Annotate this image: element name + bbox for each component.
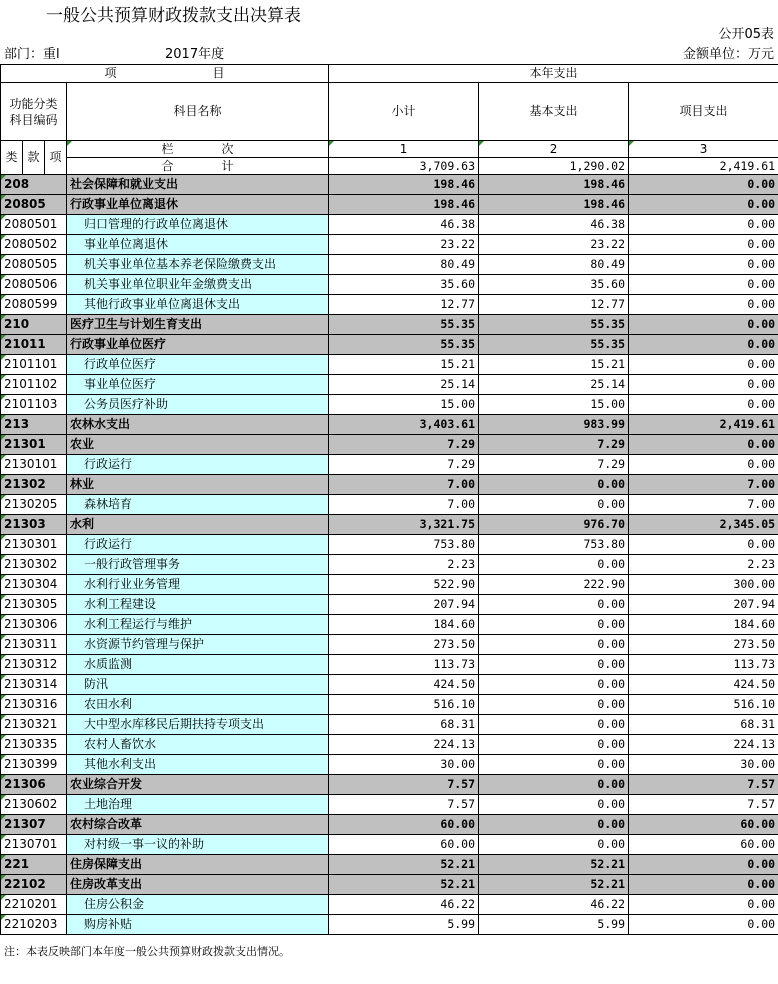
subject-name: 住房公积金 <box>67 895 329 915</box>
project-expenditure-value: 0.00 <box>629 275 778 295</box>
table-row <box>1 395 778 415</box>
table-row <box>1 875 778 895</box>
subtotal-value: 207.94 <box>329 595 479 615</box>
project-expenditure-value: 300.00 <box>629 575 778 595</box>
table-row <box>1 695 778 715</box>
subtotal-value: 7.57 <box>329 795 479 815</box>
basic-expenditure-value: 0.00 <box>479 495 629 515</box>
project-expenditure-value: 0.00 <box>629 195 778 215</box>
footnote: 注：本表反映部门本年度一般公共预算财政拨款支出情况。 <box>4 945 290 958</box>
expenditure-table <box>0 64 778 935</box>
basic-expenditure-value: 0.00 <box>479 655 629 675</box>
basic-expenditure-value: 0.00 <box>479 815 629 835</box>
subtotal-value: 15.21 <box>329 355 479 375</box>
subject-name: 水利 <box>67 515 329 535</box>
subtotal-value: 55.35 <box>329 335 479 355</box>
subject-code: 2130101 <box>1 455 67 475</box>
basic-expenditure-value: 35.60 <box>479 275 629 295</box>
subject-code: 2130701 <box>1 835 67 855</box>
subject-name: 事业单位医疗 <box>67 375 329 395</box>
subject-code: 2210203 <box>1 915 67 935</box>
basic-expenditure-value: 25.14 <box>479 375 629 395</box>
project-expenditure-value: 0.00 <box>629 855 778 875</box>
subtotal-value: 12.77 <box>329 295 479 315</box>
table-row <box>1 575 778 595</box>
subject-name: 行政运行 <box>67 455 329 475</box>
basic-expenditure-value: 7.29 <box>479 455 629 475</box>
subject-name: 农田水利 <box>67 695 329 715</box>
subject-name: 对村级一事一议的补助 <box>67 835 329 855</box>
subject-name: 森林培育 <box>67 495 329 515</box>
project-expenditure-value: 0.00 <box>629 355 778 375</box>
subject-code: 2080505 <box>1 255 67 275</box>
project-expenditure-value: 0.00 <box>629 215 778 235</box>
project-expenditure-value: 7.00 <box>629 475 778 495</box>
subject-name: 农业 <box>67 435 329 455</box>
table-row <box>1 855 778 875</box>
subject-name: 社会保障和就业支出 <box>67 175 329 195</box>
subtotal-value: 80.49 <box>329 255 479 275</box>
subject-name: 其他水利支出 <box>67 755 329 775</box>
project-expenditure-value: 0.00 <box>629 395 778 415</box>
total-subtotal: 3,709.63 <box>329 158 479 175</box>
subtotal-value: 2.23 <box>329 555 479 575</box>
table-row <box>1 195 778 215</box>
subject-name: 土地治理 <box>67 795 329 815</box>
subtotal-value: 15.00 <box>329 395 479 415</box>
subject-code: 20805 <box>1 195 67 215</box>
subject-code: 2080502 <box>1 235 67 255</box>
basic-expenditure-value: 12.77 <box>479 295 629 315</box>
table-row <box>1 175 778 195</box>
project-expenditure-value: 0.00 <box>629 915 778 935</box>
basic-expenditure-value: 55.35 <box>479 335 629 355</box>
subtotal-value: 52.21 <box>329 855 479 875</box>
subject-name: 一般行政管理事务 <box>67 555 329 575</box>
table-row <box>1 735 778 755</box>
subject-name: 水利工程建设 <box>67 595 329 615</box>
basic-expenditure-value: 0.00 <box>479 555 629 575</box>
subject-code: 21301 <box>1 435 67 455</box>
subject-name: 事业单位离退休 <box>67 235 329 255</box>
subtotal-value: 5.99 <box>329 915 479 935</box>
table-row <box>1 495 778 515</box>
subject-name: 行政运行 <box>67 535 329 555</box>
subtotal-value: 35.60 <box>329 275 479 295</box>
table-row <box>1 215 778 235</box>
unit-label: 金额单位：万元 <box>682 47 774 62</box>
subtotal-value: 23.22 <box>329 235 479 255</box>
project-expenditure-value: 7.57 <box>629 775 778 795</box>
subtotal-value: 52.21 <box>329 875 479 895</box>
project-expenditure-value: 0.00 <box>629 295 778 315</box>
table-row <box>1 795 778 815</box>
subject-code: 2130312 <box>1 655 67 675</box>
subject-code: 2130314 <box>1 675 67 695</box>
subject-name: 行政事业单位离退休 <box>67 195 329 215</box>
project-expenditure-value: 2.23 <box>629 555 778 575</box>
table-row <box>1 815 778 835</box>
header-subtotal: 小计 <box>329 83 479 141</box>
project-expenditure-value: 60.00 <box>629 835 778 855</box>
project-expenditure-value: 0.00 <box>629 435 778 455</box>
subject-code: 2080506 <box>1 275 67 295</box>
table-row <box>1 555 778 575</box>
page-title: 一般公共预算财政拨款支出决算表 <box>46 6 301 26</box>
project-expenditure-value: 0.00 <box>629 335 778 355</box>
header-col-1: 1 <box>329 141 479 158</box>
table-row <box>1 775 778 795</box>
project-expenditure-value: 0.00 <box>629 255 778 275</box>
subject-code: 2080501 <box>1 215 67 235</box>
subtotal-value: 7.00 <box>329 495 479 515</box>
basic-expenditure-value: 46.22 <box>479 895 629 915</box>
subtotal-value: 55.35 <box>329 315 479 335</box>
project-expenditure-value: 184.60 <box>629 615 778 635</box>
subject-name: 水资源节约管理与保护 <box>67 635 329 655</box>
basic-expenditure-value: 46.38 <box>479 215 629 235</box>
subject-name: 农村综合改革 <box>67 815 329 835</box>
total-basic: 1,290.02 <box>479 158 629 175</box>
project-expenditure-value: 224.13 <box>629 735 778 755</box>
subtotal-value: 46.38 <box>329 215 479 235</box>
project-expenditure-value: 0.00 <box>629 175 778 195</box>
project-expenditure-value: 273.50 <box>629 635 778 655</box>
subtotal-value: 273.50 <box>329 635 479 655</box>
basic-expenditure-value: 0.00 <box>479 835 629 855</box>
subject-name: 行政单位医疗 <box>67 355 329 375</box>
table-row <box>1 675 778 695</box>
header-kuan: 款 <box>23 141 45 175</box>
subtotal-value: 198.46 <box>329 175 479 195</box>
subtotal-value: 522.90 <box>329 575 479 595</box>
subject-name: 农业综合开发 <box>67 775 329 795</box>
header-current-year-expenditure: 本年支出 <box>329 65 778 83</box>
basic-expenditure-value: 23.22 <box>479 235 629 255</box>
subtotal-value: 68.31 <box>329 715 479 735</box>
subject-name: 购房补贴 <box>67 915 329 935</box>
table-row <box>1 295 778 315</box>
subject-code: 2130304 <box>1 575 67 595</box>
subject-code: 22102 <box>1 875 67 895</box>
basic-expenditure-value: 55.35 <box>479 315 629 335</box>
subject-name: 防汛 <box>67 675 329 695</box>
basic-expenditure-value: 0.00 <box>479 755 629 775</box>
project-expenditure-value: 7.57 <box>629 795 778 815</box>
header-col-3: 3 <box>629 141 778 158</box>
table-row <box>1 535 778 555</box>
basic-expenditure-value: 198.46 <box>479 195 629 215</box>
subject-code: 21303 <box>1 515 67 535</box>
basic-expenditure-value: 0.00 <box>479 715 629 735</box>
table-row <box>1 515 778 535</box>
subtotal-value: 7.00 <box>329 475 479 495</box>
table-row <box>1 655 778 675</box>
total-project: 2,419.61 <box>629 158 778 175</box>
subject-name: 水利行业业务管理 <box>67 575 329 595</box>
subject-code: 208 <box>1 175 67 195</box>
subject-code: 210 <box>1 315 67 335</box>
subject-code: 2130306 <box>1 615 67 635</box>
table-row <box>1 635 778 655</box>
total-label: 合 计 <box>67 158 329 175</box>
header-column-index-label: 栏 次 <box>67 141 329 158</box>
project-expenditure-value: 2,419.61 <box>629 415 778 435</box>
basic-expenditure-value: 0.00 <box>479 695 629 715</box>
table-row <box>1 755 778 775</box>
header-subject-name: 科目名称 <box>67 83 329 141</box>
subject-name: 住房改革支出 <box>67 875 329 895</box>
subject-code: 2080599 <box>1 295 67 315</box>
header-basic-expenditure: 基本支出 <box>479 83 629 141</box>
project-expenditure-value: 7.00 <box>629 495 778 515</box>
subject-code: 2130302 <box>1 555 67 575</box>
subject-name: 住房保障支出 <box>67 855 329 875</box>
subject-code: 2130311 <box>1 635 67 655</box>
subtotal-value: 184.60 <box>329 615 479 635</box>
basic-expenditure-value: 0.00 <box>479 775 629 795</box>
project-expenditure-value: 30.00 <box>629 755 778 775</box>
project-expenditure-value: 0.00 <box>629 895 778 915</box>
project-expenditure-value: 516.10 <box>629 695 778 715</box>
basic-expenditure-value: 15.21 <box>479 355 629 375</box>
basic-expenditure-value: 198.46 <box>479 175 629 195</box>
basic-expenditure-value: 983.99 <box>479 415 629 435</box>
subtotal-value: 25.14 <box>329 375 479 395</box>
project-expenditure-value: 0.00 <box>629 315 778 335</box>
basic-expenditure-value: 0.00 <box>479 635 629 655</box>
table-row <box>1 475 778 495</box>
table-row <box>1 895 778 915</box>
subject-name: 行政事业单位医疗 <box>67 335 329 355</box>
subject-code: 221 <box>1 855 67 875</box>
table-row <box>1 835 778 855</box>
subject-code: 2101102 <box>1 375 67 395</box>
project-expenditure-value: 0.00 <box>629 535 778 555</box>
subtotal-value: 753.80 <box>329 535 479 555</box>
table-row <box>1 415 778 435</box>
basic-expenditure-value: 976.70 <box>479 515 629 535</box>
header-project-expenditure: 项目支出 <box>629 83 778 141</box>
subject-name: 水质监测 <box>67 655 329 675</box>
subject-code: 2101103 <box>1 395 67 415</box>
table-row <box>1 915 778 935</box>
subject-name: 公务员医疗补助 <box>67 395 329 415</box>
subject-code: 2130321 <box>1 715 67 735</box>
subtotal-value: 3,403.61 <box>329 415 479 435</box>
subtotal-value: 3,321.75 <box>329 515 479 535</box>
basic-expenditure-value: 0.00 <box>479 475 629 495</box>
header-xiang: 项 <box>45 141 67 175</box>
year-label: 2017年度 <box>165 47 225 62</box>
table-row <box>1 355 778 375</box>
basic-expenditure-value: 80.49 <box>479 255 629 275</box>
project-expenditure-value: 0.00 <box>629 235 778 255</box>
subtotal-value: 46.22 <box>329 895 479 915</box>
basic-expenditure-value: 0.00 <box>479 735 629 755</box>
basic-expenditure-value: 0.00 <box>479 795 629 815</box>
subject-name: 农村人畜饮水 <box>67 735 329 755</box>
basic-expenditure-value: 5.99 <box>479 915 629 935</box>
subject-name: 水利工程运行与维护 <box>67 615 329 635</box>
subtotal-value: 224.13 <box>329 735 479 755</box>
subject-code: 2130335 <box>1 735 67 755</box>
subject-name: 农林水支出 <box>67 415 329 435</box>
table-row <box>1 455 778 475</box>
subject-name: 林业 <box>67 475 329 495</box>
subject-code: 2210201 <box>1 895 67 915</box>
subject-code: 2130399 <box>1 755 67 775</box>
header-col-2: 2 <box>479 141 629 158</box>
project-expenditure-value: 0.00 <box>629 455 778 475</box>
subtotal-value: 113.73 <box>329 655 479 675</box>
subject-code: 2130301 <box>1 535 67 555</box>
basic-expenditure-value: 0.00 <box>479 595 629 615</box>
subject-code: 2101101 <box>1 355 67 375</box>
subject-code: 213 <box>1 415 67 435</box>
subtotal-value: 7.29 <box>329 435 479 455</box>
table-row <box>1 435 778 455</box>
table-row <box>1 615 778 635</box>
subtotal-value: 516.10 <box>329 695 479 715</box>
basic-expenditure-value: 52.21 <box>479 855 629 875</box>
project-expenditure-value: 2,345.05 <box>629 515 778 535</box>
basic-expenditure-value: 15.00 <box>479 395 629 415</box>
subject-name: 其他行政事业单位离退休支出 <box>67 295 329 315</box>
basic-expenditure-value: 0.00 <box>479 675 629 695</box>
header-function-code: 功能分类 科目编码 <box>1 83 67 141</box>
table-number: 公开05表 <box>718 27 774 42</box>
project-expenditure-value: 207.94 <box>629 595 778 615</box>
subtotal-value: 30.00 <box>329 755 479 775</box>
project-expenditure-value: 60.00 <box>629 815 778 835</box>
subject-code: 2130305 <box>1 595 67 615</box>
project-expenditure-value: 0.00 <box>629 875 778 895</box>
table-row <box>1 255 778 275</box>
project-expenditure-value: 0.00 <box>629 375 778 395</box>
table-row <box>1 235 778 255</box>
subtotal-value: 7.57 <box>329 775 479 795</box>
subject-name: 机关事业单位基本养老保险缴费支出 <box>67 255 329 275</box>
project-expenditure-value: 68.31 <box>629 715 778 735</box>
table-row <box>1 595 778 615</box>
subject-code: 21011 <box>1 335 67 355</box>
basic-expenditure-value: 753.80 <box>479 535 629 555</box>
project-expenditure-value: 424.50 <box>629 675 778 695</box>
table-row <box>1 315 778 335</box>
subject-name: 归口管理的行政单位离退休 <box>67 215 329 235</box>
subject-name: 医疗卫生与计划生育支出 <box>67 315 329 335</box>
header-lei: 类 <box>1 141 23 175</box>
table-row <box>1 275 778 295</box>
subtotal-value: 424.50 <box>329 675 479 695</box>
subtotal-value: 60.00 <box>329 815 479 835</box>
subject-code: 21307 <box>1 815 67 835</box>
table-row <box>1 335 778 355</box>
department-label: 部门：重l <box>4 47 60 62</box>
subject-code: 2130602 <box>1 795 67 815</box>
subtotal-value: 7.29 <box>329 455 479 475</box>
project-expenditure-value: 113.73 <box>629 655 778 675</box>
subject-name: 大中型水库移民后期扶持专项支出 <box>67 715 329 735</box>
table-row <box>1 715 778 735</box>
subject-code: 21306 <box>1 775 67 795</box>
subtotal-value: 60.00 <box>329 835 479 855</box>
subtotal-value: 198.46 <box>329 195 479 215</box>
basic-expenditure-value: 7.29 <box>479 435 629 455</box>
subject-name: 机关事业单位职业年金缴费支出 <box>67 275 329 295</box>
subject-code: 2130316 <box>1 695 67 715</box>
basic-expenditure-value: 52.21 <box>479 875 629 895</box>
subject-code: 21302 <box>1 475 67 495</box>
basic-expenditure-value: 0.00 <box>479 615 629 635</box>
header-project: 项 目 <box>1 65 329 83</box>
table-row <box>1 375 778 395</box>
subject-code: 2130205 <box>1 495 67 515</box>
basic-expenditure-value: 222.90 <box>479 575 629 595</box>
